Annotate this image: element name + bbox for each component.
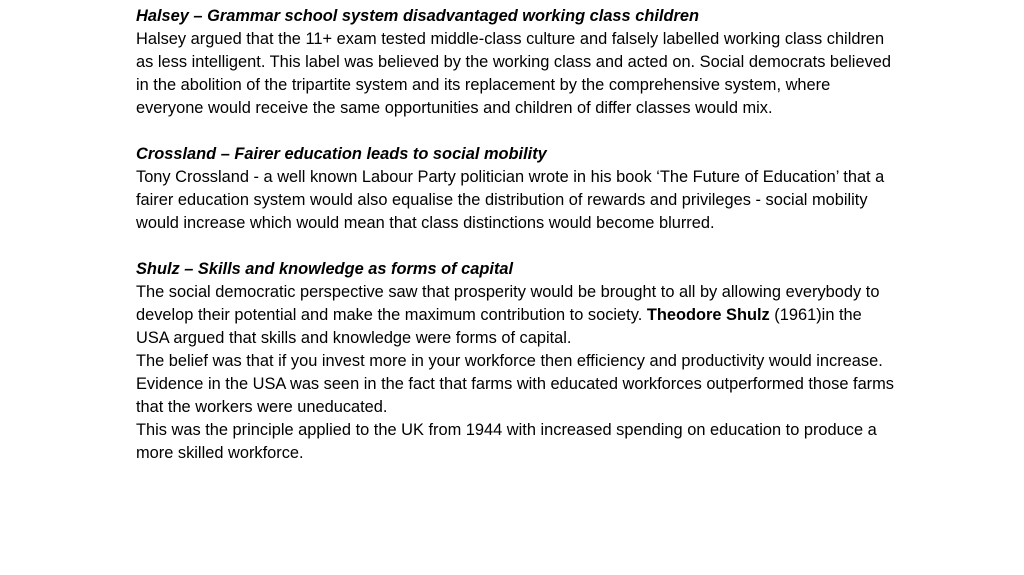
slide-text-body (136, 5, 896, 465)
shulz-text-after: (1961)in the USA argued that skills and knowledge were forms of capital. (136, 306, 862, 347)
shulz-text-before: The social democratic perspective saw that prosperity would be brought to all by allowing everybody to develop their potential and make the maximum contribution to society. (136, 283, 880, 324)
section-paragraph-halsey: Halsey argued that the 11+ exam tested middle-class culture and falsely labelled working class children as less intelligent. This label was believed by the working class and acted on. Social democrats believed in the abolition of the tripartite system and its replacement by the comprehensive system, where everyone would receive the same opportunities and children of differ classes would mix. (136, 30, 891, 117)
section-heading-halsey: Halsey – Grammar school system disadvantaged working class children (136, 7, 699, 25)
section-paragraph-crossland: Tony Crossland - a well known Labour Party politician wrote in his book ‘The Future of Education’ that a fairer education system would also equalise the distribution of rewards and privileges - social mobility would increase which would mean that class distinctions would become blurred. (136, 168, 885, 232)
shulz-name-bold: Theodore Shulz (646, 306, 770, 324)
section-heading-shulz: Shulz – Skills and knowledge as forms of capital (136, 260, 514, 278)
section-paragraph-shulz-1 (136, 281, 896, 350)
paragraph-spacer (136, 120, 896, 143)
section-heading-crossland: Crossland – Fairer education leads to social mobility (136, 145, 547, 163)
section-paragraph-shulz-3: This was the principle applied to the UK from 1944 with increased spending on education to produce a more skilled workforce. (136, 421, 877, 462)
section-paragraph-shulz-2: The belief was that if you invest more in your workforce then efficiency and productivity would increase. Evidence in the USA was seen in the fact that farms with educated workforces outperformed those farms that the workers were uneducated. (136, 352, 894, 416)
paragraph-spacer (136, 235, 896, 258)
